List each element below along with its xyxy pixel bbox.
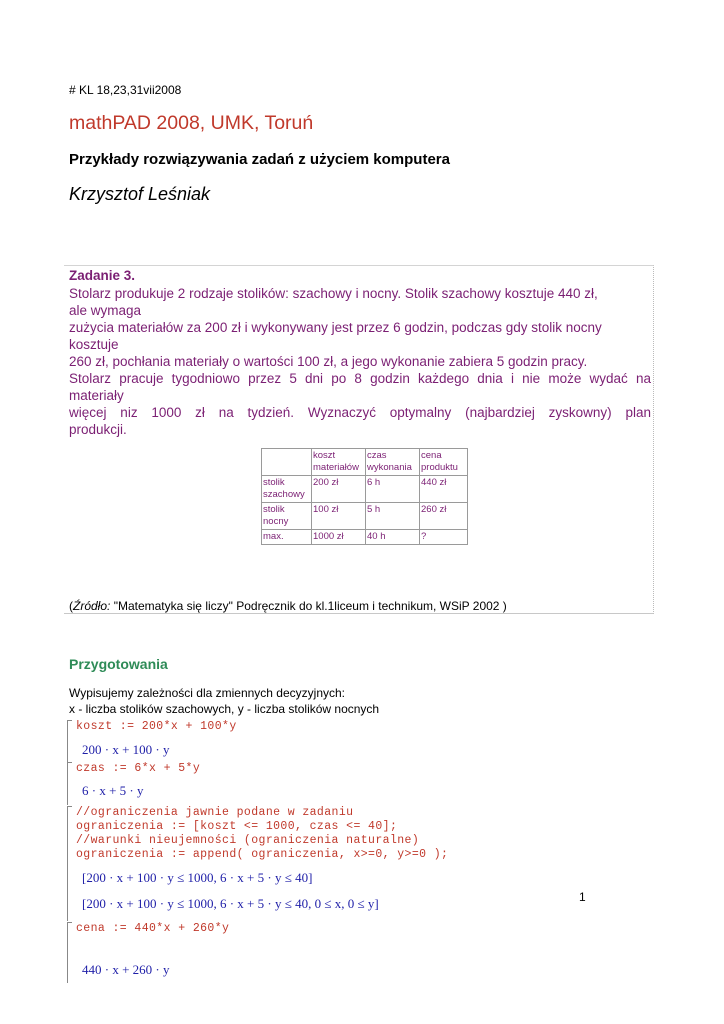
task-line: produkcji.	[69, 422, 127, 437]
worksheet-bracket	[67, 922, 72, 983]
worksheet-bracket	[67, 762, 72, 805]
table-cell: stolik szachowy	[262, 476, 312, 503]
math-output: 6 · x + 5 · y	[82, 783, 144, 798]
math-output: [200 · x + 100 · y ≤ 1000, 6 · x + 5 · y ≤ 40]	[82, 870, 313, 885]
code-input[interactable]: //warunki nieujemności (ograniczenia naturalne)	[76, 834, 420, 847]
code-input[interactable]: koszt := 200*x + 100*y	[76, 720, 237, 733]
prep-text: Wypisujemy zależności dla zmiennych decyzyjnych:	[69, 686, 345, 700]
task-line: Stolarz pracuje tygodniowo przez 5 dni po 8 godzin każdego dnia i nie może wydać na	[69, 371, 651, 386]
table-cell: 200 zł	[312, 476, 366, 503]
table-cell: koszt materiałów	[312, 449, 366, 476]
task-line: kosztuje	[69, 337, 119, 352]
task-line: materiały	[69, 388, 124, 403]
task-line: więcej niz 1000 zł na tydzień. Wyznaczyć optymalny (najbardziej zyskowny) plan	[69, 405, 651, 420]
table-cell: czas wykonania	[366, 449, 420, 476]
code-input[interactable]: ograniczenia := append( ograniczenia, x>=0, y>=0 );	[76, 848, 449, 861]
code-input[interactable]: ograniczenia := [koszt <= 1000, czas <= 40];	[76, 820, 398, 833]
code-input[interactable]: //ograniczenia jawnie podane w zadaniu	[76, 806, 354, 819]
source-label: Źródło:	[73, 599, 111, 613]
table-cell: 40 h	[366, 530, 420, 545]
source-text: "Matematyka się liczy" Podręcznik do kl.1liceum i technikum, WSiP 2002 )	[110, 599, 507, 613]
header-tag: # KL 18,23,31vii2008	[69, 83, 182, 97]
document-title: mathPAD 2008, UMK, Toruń	[69, 112, 314, 134]
math-output: [200 · x + 100 · y ≤ 1000, 6 · x + 5 · y ≤ 40, 0 ≤ x, 0 ≤ y]	[82, 896, 379, 911]
prep-text: x - liczba stolików szachowych, y - liczba stolików nocnych	[69, 702, 380, 716]
table-cell: 5 h	[366, 503, 420, 530]
document-subtitle: Przykłady rozwiązywania zadań z użyciem komputera	[69, 151, 450, 168]
table-cell: stolik nocny	[262, 503, 312, 530]
code-input[interactable]: czas := 6*x + 5*y	[76, 762, 201, 775]
source-note	[69, 599, 507, 613]
table-cell: 6 h	[366, 476, 420, 503]
table-cell	[262, 449, 312, 476]
task-line: 260 zł, pochłania materiały o wartości 100 zł, a jego wykonanie zabiera 5 godzin pracy.	[69, 354, 588, 369]
prep-heading: Przygotowania	[69, 656, 168, 672]
math-output: 440 · x + 260 · y	[82, 962, 170, 977]
table-cell: ?	[420, 530, 468, 545]
task-line: ale wymaga	[69, 303, 142, 318]
task-line: Stolarz produkuje 2 rodzaje stolików: szachowy i nocny. Stolik szachowy kosztuje 440 zł,	[69, 286, 598, 301]
table-row	[262, 476, 468, 503]
table-cell: 440 zł	[420, 476, 468, 503]
table-cell: 260 zł	[420, 503, 468, 530]
table-row	[262, 530, 468, 545]
table-header-row	[262, 449, 468, 476]
table-row	[262, 503, 468, 530]
task-line: zużycia materiałów za 200 zł i wykonywany jest przez 6 godzin, podczas gdy stolik nocny	[69, 320, 602, 335]
table-cell: max.	[262, 530, 312, 545]
data-table	[261, 448, 468, 545]
code-input[interactable]: cena := 440*x + 260*y	[76, 922, 230, 935]
table-cell: 1000 zł	[312, 530, 366, 545]
worksheet-bracket	[67, 806, 72, 921]
source-open-paren: (	[69, 599, 73, 613]
page-number: 1	[579, 890, 586, 904]
task-body	[69, 285, 651, 438]
math-output: 200 · x + 100 · y	[82, 742, 170, 757]
task-heading: Zadanie 3.	[69, 268, 136, 283]
table-cell: 100 zł	[312, 503, 366, 530]
document-author: Krzysztof Leśniak	[69, 184, 211, 204]
table-cell: cena produktu	[420, 449, 468, 476]
